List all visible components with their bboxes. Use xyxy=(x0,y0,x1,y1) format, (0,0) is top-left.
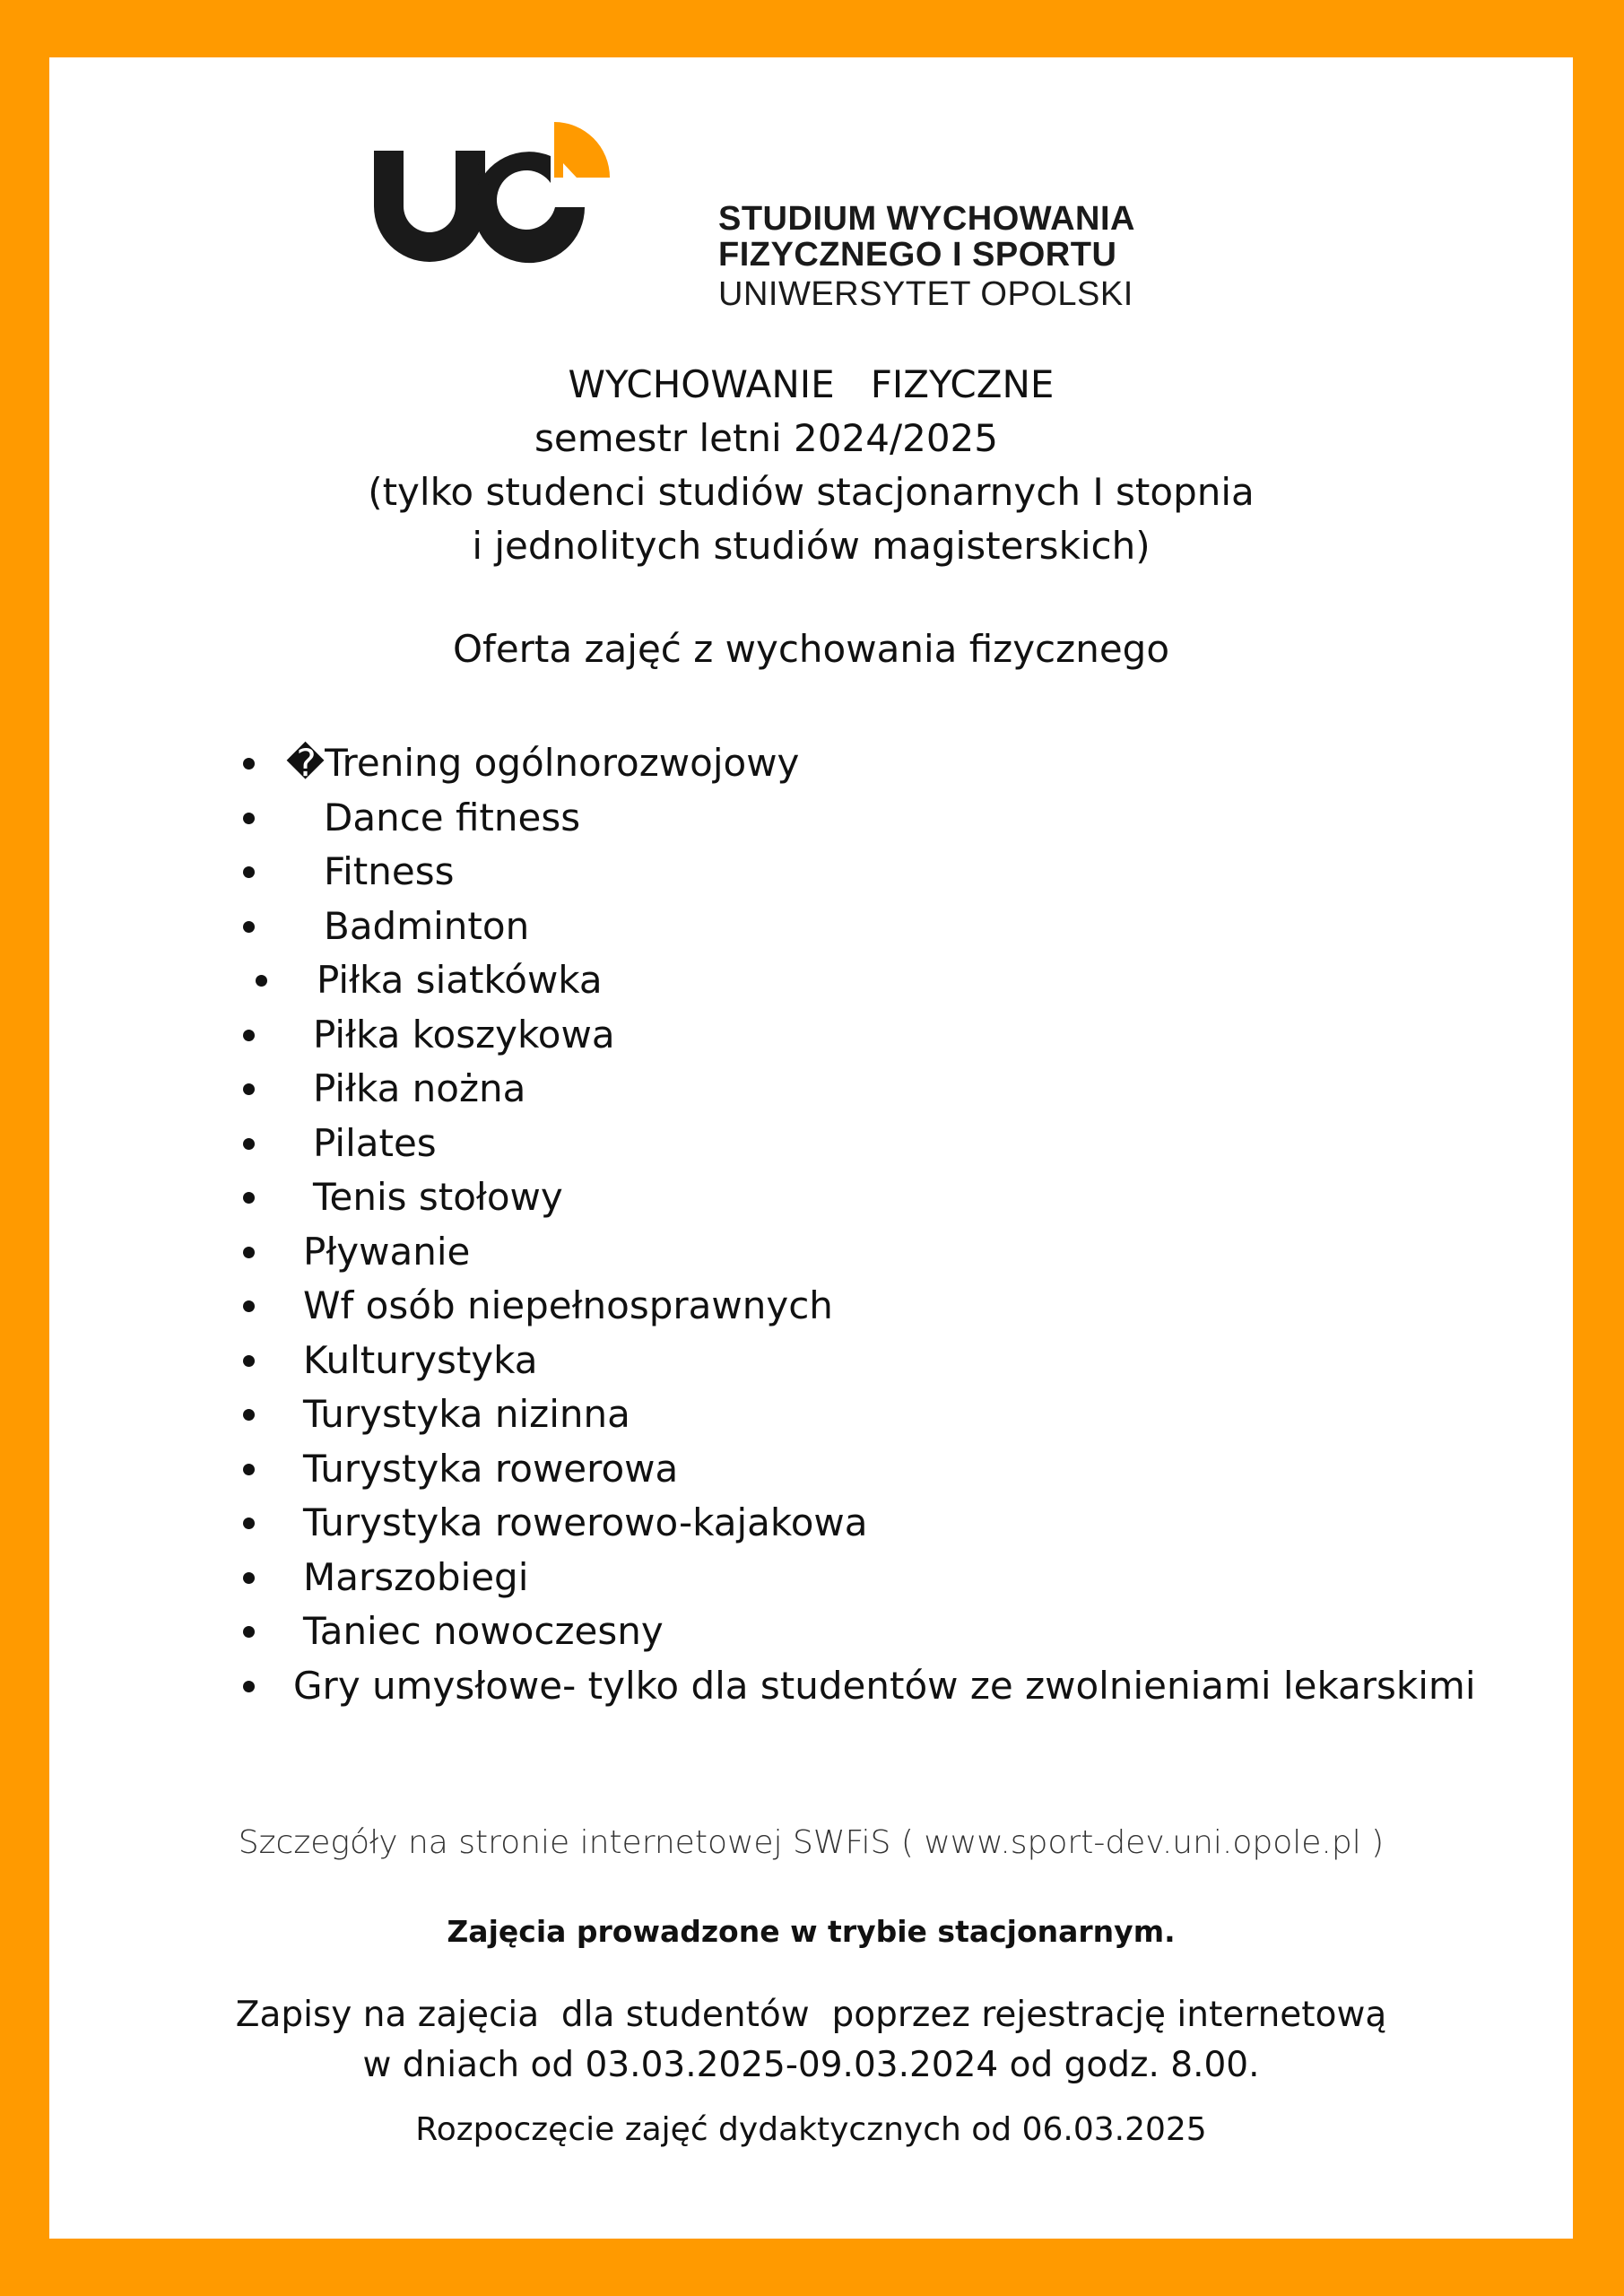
activity-label: Taniec nowoczesny xyxy=(303,1609,664,1653)
bullet-icon xyxy=(243,1572,255,1584)
bullet-icon xyxy=(243,921,255,933)
bullet-icon xyxy=(243,866,255,878)
logo-line-studium: STUDIUM WYCHOWANIA xyxy=(718,200,1135,238)
bullet-icon xyxy=(243,1626,255,1638)
activity-label: Piłka koszykowa xyxy=(313,1012,615,1057)
logo xyxy=(372,117,1179,313)
enrollment-line-1: Zapisy na zajęcia dla studentów poprzez rejestrację internetową xyxy=(235,1995,1387,2035)
poster-sheet xyxy=(49,57,1573,2239)
semester-line: semestr letni 2024/2025 xyxy=(534,416,998,460)
logo-line-fizycznego: FIZYCZNEGO I SPORTU xyxy=(718,235,1117,274)
activity-label: Turystyka nizinna xyxy=(303,1392,630,1436)
bullet-icon xyxy=(243,1409,255,1421)
activity-label: Wf osób niepełnosprawnych xyxy=(303,1283,833,1327)
page-title: WYCHOWANIE FIZYCZNE xyxy=(568,362,1055,406)
eligibility-line-2: i jednolitych studiów magisterskich) xyxy=(472,524,1151,568)
enrollment-line-2: w dniach od 03.03.2025-09.03.2024 od godz. 8.00. xyxy=(362,2045,1260,2085)
activity-label: Pilates xyxy=(313,1120,437,1165)
activity-label: Piłka siatkówka xyxy=(317,958,603,1002)
logo-text xyxy=(718,202,1135,313)
activity-label: Tenis stołowy xyxy=(313,1175,563,1219)
start-date-line: Rozpoczęcie zajęć dydaktycznych od 06.03.2025 xyxy=(415,2111,1207,2148)
activity-label: Dance fitness xyxy=(324,795,581,839)
activity-label: Turystyka rowerowo-kajakowa xyxy=(303,1500,868,1544)
details-line: Szczegóły na stronie internetowej SWFiS ( www.sport-dev.uni.opole.pl ) xyxy=(238,1824,1385,1861)
activity-label: Gry umysłowe- tylko dla studentów ze zwolnieniami lekarskimi xyxy=(293,1663,1476,1708)
activity-label: Kulturystyka xyxy=(303,1337,538,1382)
activity-label: Piłka nożna xyxy=(313,1066,526,1110)
mode-line: Zajęcia prowadzone w trybie stacjonarnym. xyxy=(447,1914,1176,1949)
bullet-icon xyxy=(243,1464,255,1475)
activity-label: Badminton xyxy=(324,903,530,948)
logo-line-uniwersytet: UNIWERSYTET OPOLSKI xyxy=(718,274,1133,313)
bullet-icon xyxy=(243,1681,255,1692)
eligibility-line-1: (tylko studenci studiów stacjonarnych I stopnia xyxy=(368,470,1255,514)
activity-label: Pływanie xyxy=(303,1229,471,1274)
bullet-icon xyxy=(243,758,255,770)
bullet-icon xyxy=(243,813,255,824)
activity-label: �Trening ogólnorozwojowy xyxy=(286,741,800,785)
bullet-icon xyxy=(243,1355,255,1367)
activity-label: Turystyka rowerowa xyxy=(303,1446,679,1491)
bullet-icon xyxy=(256,975,267,987)
activity-label: Fitness xyxy=(324,849,455,893)
offer-title: Oferta zajęć z wychowania fizycznego xyxy=(452,627,1170,671)
bullet-icon xyxy=(243,1192,255,1204)
enrollment-info xyxy=(49,1990,1573,2091)
bullet-icon xyxy=(243,1247,255,1258)
bullet-icon xyxy=(243,1518,255,1529)
bullet-icon xyxy=(243,1300,255,1312)
activity-label: Marszobiegi xyxy=(303,1554,529,1599)
bullet-icon xyxy=(243,1030,255,1041)
bullet-icon xyxy=(243,1083,255,1095)
uo-logo-mark-icon xyxy=(372,117,641,269)
bullet-icon xyxy=(243,1138,255,1150)
poster-header xyxy=(49,358,1573,573)
